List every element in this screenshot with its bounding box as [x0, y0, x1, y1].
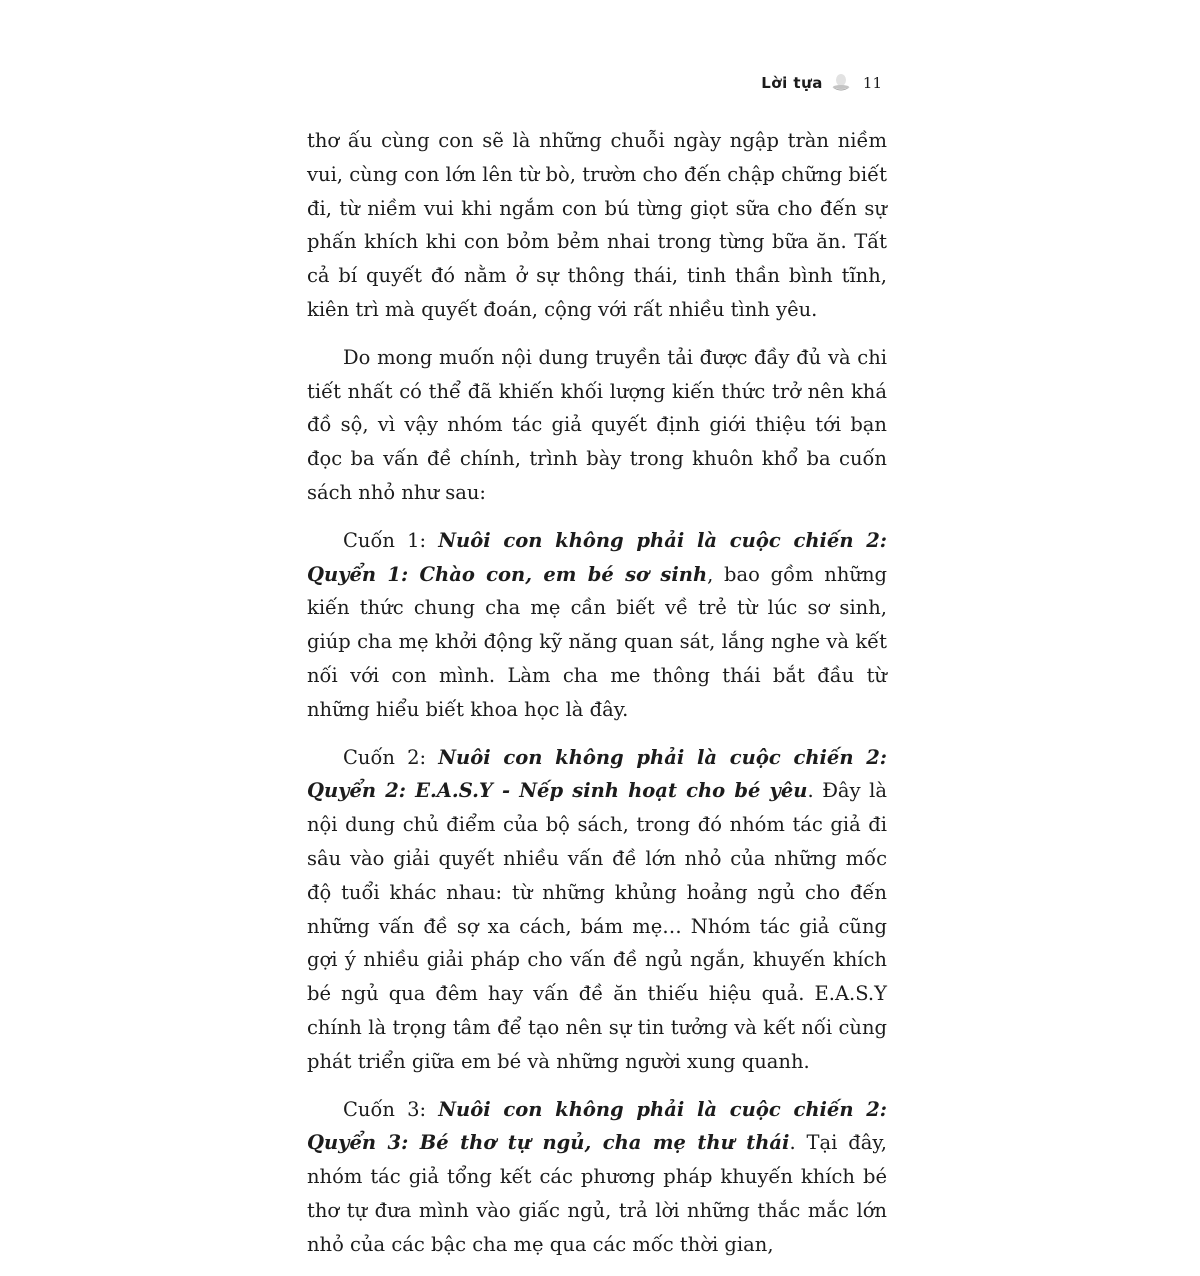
running-header: [761, 72, 882, 94]
book-3-description: . Tại đây, nhóm tác giả tổng kết các phương pháp khuyến khích bé thơ tự đưa mình vào giấc ngủ, trả lời những thắc mắc lớn nhỏ của các bậc cha mẹ qua các mốc thời gian,: [307, 1131, 887, 1256]
page-body: [307, 124, 887, 1276]
book-1-lead: Cuốn 1:: [343, 528, 439, 552]
ornament-icon: [831, 72, 851, 94]
book-2-title: Nuôi con không phải là cuộc chiến 2: Quyển 2: E.A.S.Y - Nếp sinh hoạt cho bé yêu: [307, 745, 887, 803]
book-3-title: Nuôi con không phải là cuộc chiến 2: Quyển 3: Bé thơ tự ngủ, cha mẹ thư thái: [307, 1097, 887, 1155]
book-3-lead: Cuốn 3:: [343, 1097, 439, 1121]
paragraph-book-2: [307, 741, 887, 1079]
paragraph-continuation: thơ ấu cùng con sẽ là những chuỗi ngày ngập tràn niềm vui, cùng con lớn lên từ bò, trườn cho đến chập chững biết đi, từ niềm vui khi ngắm con bú từng giọt sữa cho đến sự phấn khích khi con bỏm bẻm nhai trong từng bữa ăn. Tất cả bí quyết đó nằm ở sự thông thái, tinh thần bình tĩnh, kiên trì mà quyết đoán, cộng với rất nhiều tình yêu.: [307, 129, 887, 321]
book-2-description: . Đây là nội dung chủ điểm của bộ sách, trong đó nhóm tác giả đi sâu vào giải quyết nhiều vấn đề lớn nhỏ của những mốc độ tuổi khác nhau: từ những khủng hoảng ngủ cho đến những vấn đề sợ xa cách, bám mẹ… Nhóm tác giả cũng gợi ý nhiều giải pháp cho vấn đề ngủ ngắn, khuyến khích bé ngủ qua đêm hay vấn đề ăn thiếu hiệu quả. E.A.S.Y chính là trọng tâm để tạo nên sự tin tưởng và kết nối cùng phát triển giữa em bé và những người xung quanh.: [307, 779, 888, 1073]
page-number: 11: [862, 74, 882, 92]
book-1-description: , bao gồm những kiến thức chung cha mẹ cần biết về trẻ từ lúc sơ sinh, giúp cha mẹ khởi động kỹ năng quan sát, lắng nghe và kết nối với con mình. Làm cha me thông thái bắt đầu từ những hiểu biết khoa học là đây.: [307, 562, 888, 721]
book-1-title: Nuôi con không phải là cuộc chiến 2: Quyển 1: Chào con, em bé sơ sinh: [307, 528, 887, 586]
paragraph-intro: Do mong muốn nội dung truyền tải được đầy đủ và chi tiết nhất có thể đã khiến khối lượng kiến thức trở nên khá đồ sộ, vì vậy nhóm tác giả quyết định giới thiệu tới bạn đọc ba vấn đề chính, trình bày trong khuôn khổ ba cuốn sách nhỏ như sau:: [307, 345, 887, 504]
book-2-lead: Cuốn 2:: [343, 745, 439, 769]
paragraph-book-3: [307, 1093, 887, 1262]
chapter-title: Lời tựa: [761, 74, 823, 92]
paragraph-book-1: [307, 524, 887, 727]
